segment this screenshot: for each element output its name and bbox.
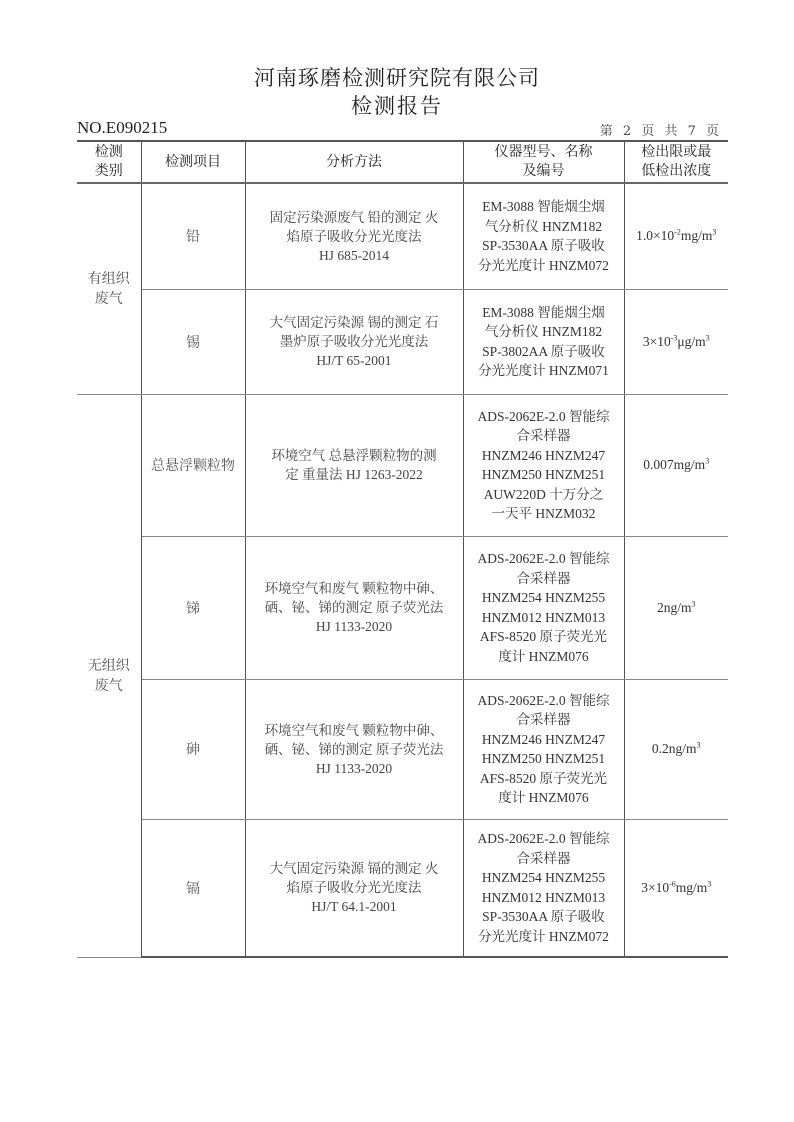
method-cell: 环境空气和废气 颗粒物中砷、 硒、铋、锑的测定 原子荧光法 HJ 1133-2020 (245, 679, 463, 819)
table-row (77, 183, 728, 289)
method-cell: 环境空气 总悬浮颗粒物的测 定 重量法 HJ 1263-2022 (245, 394, 463, 536)
table-row (77, 819, 728, 957)
limit-cell: $0.2ng/m^3$ (624, 679, 728, 819)
method-cell: 固定污染源废气 铅的测定 火 焰原子吸收分光光度法 HJ 685-2014 (245, 183, 463, 289)
table-row (77, 679, 728, 819)
category-organized-exhaust: 有组织 废气 (77, 183, 141, 394)
category-unorganized-exhaust: 无组织 废气 (77, 394, 141, 957)
item-cell: 砷 (141, 679, 245, 819)
header-method: 分析方法 (245, 141, 463, 183)
table-row (77, 536, 728, 679)
header-item: 检测项目 (141, 141, 245, 183)
header-instrument: 仪器型号、名称 及编号 (463, 141, 624, 183)
detection-methods-table (77, 140, 728, 958)
instrument-cell: ADS-2062E-2.0 智能综 合采样器 HNZM246 HNZM247 HNZM250 HNZM251 AFS-8520 原子荧光光 度计 HNZM076 (463, 679, 624, 819)
instrument-cell: ADS-2062E-2.0 智能综 合采样器 HNZM254 HNZM255 HNZM012 HNZM013 SP-3530AA 原子吸收 分光光度计 HNZM072 (463, 819, 624, 957)
company-name: 河南琢磨检测研究院有限公司 (254, 66, 540, 90)
table-row (77, 289, 728, 394)
instrument-cell: EM-3088 智能烟尘烟 气分析仪 HNZM182 SP-3530AA 原子吸收 分光光度计 HNZM072 (463, 183, 624, 289)
page-indicator: 第 2 页 共 7 页 (599, 124, 722, 139)
document-number: NO.E090215 (77, 118, 168, 137)
method-cell: 大气固定污染源 锡的测定 石 墨炉原子吸收分光光度法 HJ/T 65-2001 (245, 289, 463, 394)
table-row (77, 394, 728, 536)
instrument-cell: ADS-2062E-2.0 智能综 合采样器 HNZM254 HNZM255 HNZM012 HNZM013 AFS-8520 原子荧光光 度计 HNZM076 (463, 536, 624, 679)
item-cell: 镉 (141, 819, 245, 957)
table-header-row (77, 141, 728, 183)
limit-cell: $2ng/m^3$ (624, 536, 728, 679)
limit-cell: $3\times 10^{-6}mg/m^3$ (624, 819, 728, 957)
limit-cell: $0.007mg/m^3$ (624, 394, 728, 536)
item-cell: 铅 (141, 183, 245, 289)
report-title: 检测报告 (351, 94, 443, 118)
method-cell: 环境空气和废气 颗粒物中砷、 硒、铋、锑的测定 原子荧光法 HJ 1133-2020 (245, 536, 463, 679)
item-cell: 锑 (141, 536, 245, 679)
instrument-cell: EM-3088 智能烟尘烟 气分析仪 HNZM182 SP-3802AA 原子吸收 分光光度计 HNZM071 (463, 289, 624, 394)
limit-cell: $3\times 10^{-3}\mu g/m^3$ (624, 289, 728, 394)
limit-cell: $1.0\times 10^{-2}mg/m^3$ (624, 183, 728, 289)
header-limit: 检出限或最 低检出浓度 (624, 141, 728, 183)
method-cell: 大气固定污染源 镉的测定 火 焰原子吸收分光光度法 HJ/T 64.1-2001 (245, 819, 463, 957)
header-category: 检测 类别 (77, 141, 141, 183)
item-cell: 总悬浮颗粒物 (141, 394, 245, 536)
item-cell: 锡 (141, 289, 245, 394)
instrument-cell: ADS-2062E-2.0 智能综 合采样器 HNZM246 HNZM247 HNZM250 HNZM251 AUW220D 十万分之 一天平 HNZM032 (463, 394, 624, 536)
